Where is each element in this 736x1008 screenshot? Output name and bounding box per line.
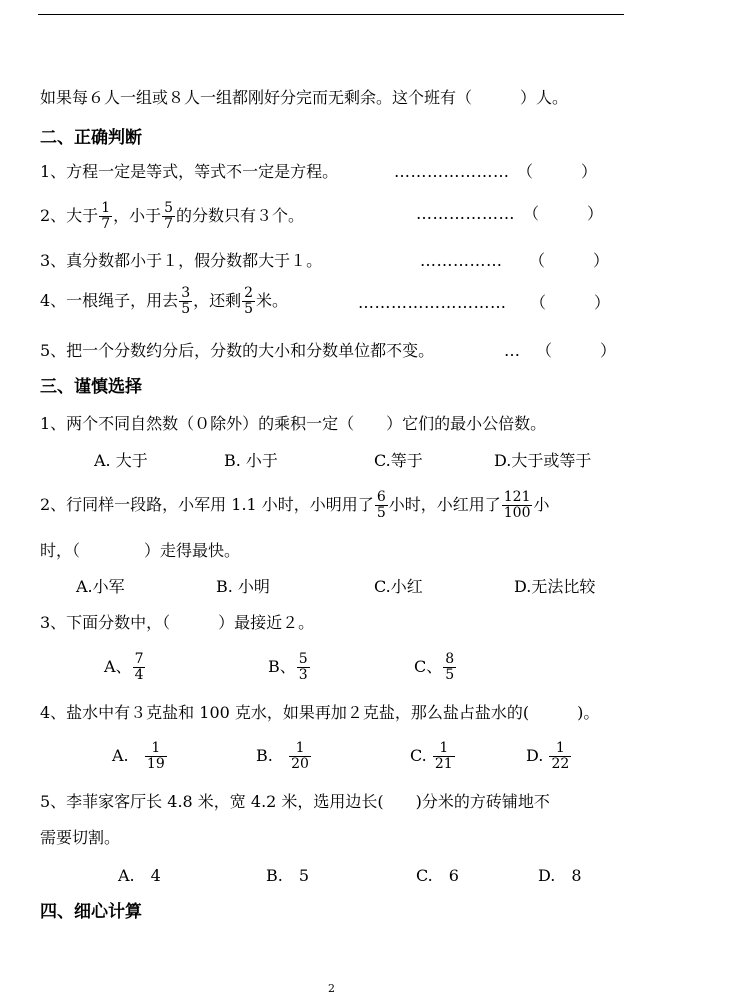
s3-q4-option-b[interactable] <box>256 741 312 772</box>
option-label: B. <box>256 746 273 765</box>
s2-q4-bracket[interactable]: （ ） <box>530 293 611 312</box>
top-rule <box>38 14 624 15</box>
s3-q1-option-c[interactable]: C.等于 <box>374 451 423 470</box>
s2-q1 <box>40 162 338 182</box>
s2-q5-dots: … <box>504 341 521 360</box>
s3-q1-option-d[interactable]: D.大于或等于 <box>494 451 592 470</box>
frac-denominator: 5 <box>376 505 386 521</box>
section4-title: 四、细心计算 <box>40 902 142 922</box>
s2-q3-dots: …………… <box>420 251 503 270</box>
s3-q5-option-b[interactable]: B. 5 <box>266 866 310 885</box>
s3-q2-line2: 时，（ ）走得最快。 <box>40 541 241 560</box>
frac-denominator: 19 <box>146 756 165 772</box>
s2-q4-mid: ，还剩 <box>193 291 242 310</box>
s2-q5-bracket[interactable]: （ ） <box>536 341 617 360</box>
s3-q2-option-c[interactable]: C.小红 <box>374 577 423 596</box>
s3-q2-option-b[interactable]: B. 小明 <box>216 577 270 596</box>
section2-title: 二、正确判断 <box>40 128 142 148</box>
option-label: D. <box>526 746 544 765</box>
frac-numerator: 6 <box>376 489 386 505</box>
frac-numerator: 121 <box>503 489 531 505</box>
frac-numerator: 1 <box>295 740 305 756</box>
intro-line: 如果每６人一组或８人一组都刚好分完而无剩余。这个班有（ ）人。 <box>40 88 569 107</box>
section3-title: 三、谨慎选择 <box>40 377 142 397</box>
s3-q4-text: 4、盐水中有３克盐和 100 克水，如果再加２克盐，那么盐占盐水的( )。 <box>40 703 600 722</box>
frac-denominator: 21 <box>434 756 453 772</box>
s3-q2-option-d[interactable]: D.无法比较 <box>514 577 596 596</box>
s2-q4 <box>40 286 288 317</box>
frac-denominator: 20 <box>291 756 309 772</box>
option-fraction <box>549 741 571 772</box>
s2-q3-text: 3、真分数都小于１，假分数都大于１。 <box>40 251 323 270</box>
option-fraction <box>145 741 167 772</box>
s3-q1-option-a[interactable]: A. 大于 <box>94 451 148 470</box>
s3-q2-mid: 小时，小红用了 <box>388 495 501 514</box>
page-number: 2 <box>328 982 335 995</box>
frac-denominator: 3 <box>298 667 308 683</box>
s3-q2-frac2 <box>502 490 533 521</box>
s2-q3-bracket[interactable]: （ ） <box>529 251 610 270</box>
option-label: B、 <box>268 657 296 676</box>
s3-q5-line1: 5、李菲家客厅长 4.8 米，宽 4.2 米，选用边长( )分米的方砖铺地不 <box>40 792 550 811</box>
s3-q5-option-d[interactable]: D. 8 <box>538 866 582 885</box>
frac-numerator: 1 <box>151 740 161 756</box>
s2-q2-mid: ，小于 <box>113 206 162 225</box>
frac-denominator: 7 <box>101 216 111 232</box>
s3-q2-frac1 <box>375 490 388 521</box>
s3-q4-option-a[interactable] <box>112 741 168 772</box>
s2-q4-frac2 <box>242 286 255 317</box>
s3-q2 <box>40 490 550 521</box>
option-fraction <box>133 652 146 683</box>
s2-q3 <box>40 251 322 271</box>
option-label: C、 <box>414 657 443 676</box>
s2-q1-text: 1、方程一定是等式，等式不一定是方程。 <box>40 162 339 181</box>
s2-q5-text: 5、把一个分数约分后，分数的大小和分数单位都不变。 <box>40 341 435 360</box>
s2-q4-pre: 4、一根绳子，用去 <box>40 291 179 310</box>
s3-q4-option-d[interactable] <box>526 741 572 772</box>
frac-numerator: 5 <box>164 200 174 216</box>
frac-numerator: 1 <box>101 200 111 216</box>
frac-numerator: 5 <box>298 651 308 667</box>
s3-q3-text: 3、下面分数中，（ ）最接近２。 <box>40 613 315 632</box>
s2-q2 <box>40 201 304 232</box>
frac-denominator: 4 <box>134 667 144 683</box>
s3-q2-option-a[interactable]: A.小军 <box>76 577 125 596</box>
s2-q4-post: 米。 <box>256 291 289 310</box>
frac-numerator: 7 <box>134 651 144 667</box>
frac-numerator: 1 <box>555 740 565 756</box>
s3-q3-option-a[interactable] <box>104 652 146 683</box>
option-fraction <box>289 741 311 772</box>
s3-q3-option-b[interactable] <box>268 652 311 683</box>
s2-q1-dots: ………………… <box>394 162 510 181</box>
s3-q3-option-c[interactable] <box>414 652 457 683</box>
frac-denominator: 22 <box>551 756 570 772</box>
frac-numerator: 2 <box>244 285 254 301</box>
s3-q4-option-c[interactable] <box>410 741 456 772</box>
s2-q5 <box>40 341 434 361</box>
frac-denominator: 5 <box>244 301 254 317</box>
s2-q2-frac1 <box>99 201 112 232</box>
s2-q2-post: 的分数只有３个。 <box>176 206 305 225</box>
frac-numerator: 1 <box>439 740 449 756</box>
s3-q1-text: 1、两个不同自然数（０除外）的乘积一定（ ）它们的最小公倍数。 <box>40 414 547 433</box>
s3-q5-option-a[interactable]: A. 4 <box>118 866 161 885</box>
option-label: A. <box>112 746 129 765</box>
s2-q2-frac2 <box>162 201 175 232</box>
option-fraction <box>443 652 456 683</box>
frac-numerator: 3 <box>181 285 191 301</box>
option-fraction <box>433 741 455 772</box>
s2-q1-bracket[interactable]: （ ） <box>517 162 598 181</box>
option-label: A、 <box>104 657 132 676</box>
s2-q2-pre: 2、大于 <box>40 206 99 225</box>
s3-q2-pre: 2、行同样一段路，小军用 1.1 小时，小明用了 <box>40 495 374 514</box>
s3-q1-option-b[interactable]: B. 小于 <box>224 451 278 470</box>
option-label: C. <box>410 746 427 765</box>
frac-numerator: 8 <box>445 651 455 667</box>
s2-q2-bracket[interactable]: （ ） <box>523 204 604 223</box>
s2-q2-dots: ……………… <box>416 204 515 223</box>
s3-q5-line2: 需要切割。 <box>40 828 121 847</box>
s2-q4-frac1 <box>179 286 192 317</box>
s3-q5-option-c[interactable]: C. 6 <box>416 866 459 885</box>
option-fraction <box>297 652 310 683</box>
s3-q2-post: 小 <box>533 495 550 514</box>
frac-denominator: 7 <box>164 216 174 232</box>
frac-denominator: 5 <box>181 301 191 317</box>
frac-denominator: 5 <box>445 667 455 683</box>
frac-denominator: 100 <box>503 505 531 521</box>
s2-q4-dots: ……………………… <box>358 293 507 312</box>
